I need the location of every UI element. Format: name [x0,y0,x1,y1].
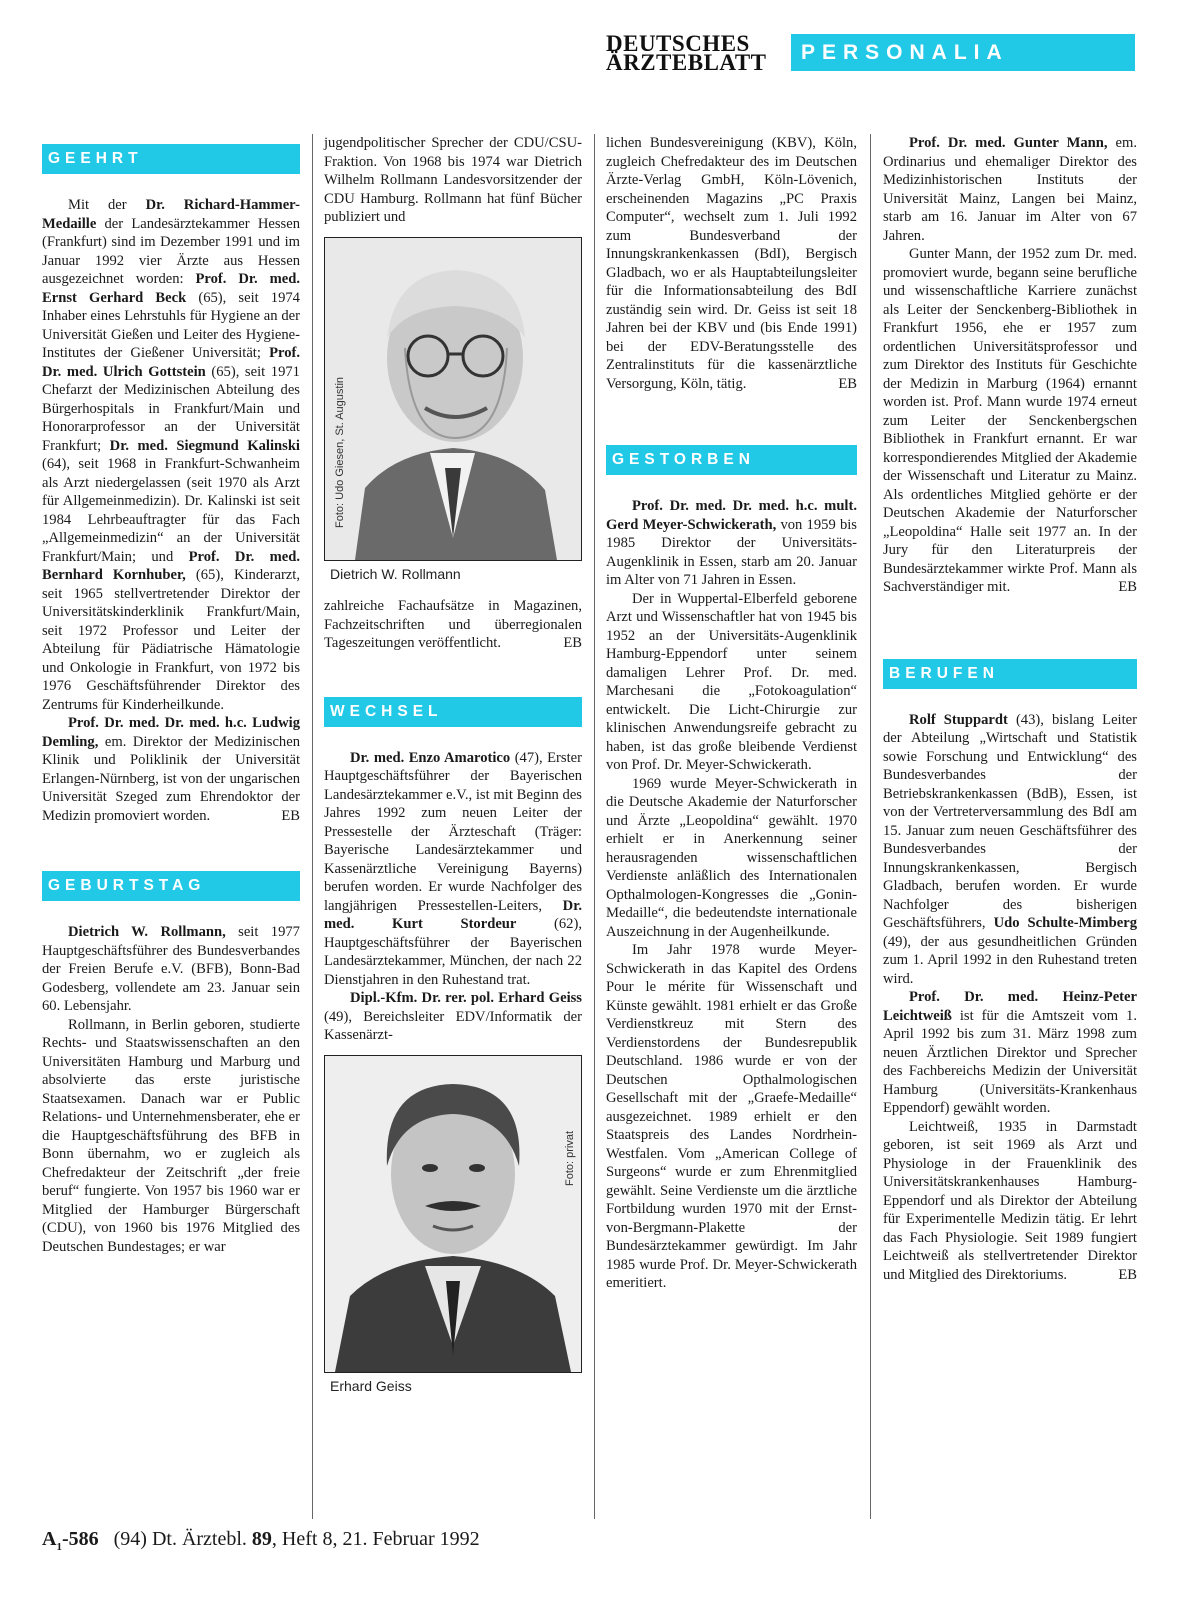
author-mark: EB [563,635,582,651]
heading-geburtstag: GEBURTSTAG [42,871,300,901]
portrait-geiss [325,1056,581,1372]
paragraph: Prof. Dr. med. Dr. med. h.c. mult. Gerd Meyer-Schwickerath, von 1959 bis 1985 Direktor der Universitäts-Augenklinik in Essen, starb am 20. Januar im Alter von 71 Jahren in Essen. [606,498,857,588]
paragraph: lichen Bundesvereinigung (KBV), Köln, zugleich Chefredakteur des im Deutschen Ärzte-Verlag GmbH, Köln-Lövenich, erscheinenden Magazins „PC Praxis Computer“, wechselt zum 1. Juli 1992 zum Bundesverband der Innungskrankenkassen (BdI), Bergisch Gladbach, wo er als Hauptabteilungsleiter für die Informationsabteilung des BdI zuständig sein wird. Dr. Geiss ist seit 18 Jahren bei der KBV und (bis Ende 1991) bei der EDV-Beratungsstelle des Zentralinstituts für die kassenärztliche Versorgung, Köln, tätig. EB [606,135,857,392]
author-mark: EB [281,807,300,824]
paragraph: Gunter Mann, der 1952 zum Dr. med. promoviert wurde, begann seine berufliche und wissenschaftliche Karriere zunächst als Leiter der Senckenberg-Bibliothek in Frankfurt 1956, ehe er 1957 zum ordentlichen Universitätsprofessor und zum Direktor des Instituts für Geschichte der Medizin in Marburg (1964) ernannt worden ist. Prof. Mann wurde 1974 erneut zum Leiter der Senckenbergschen Bibliothek in Frankfurt ernannt. Er war korrespondierendes Mitglied der Akademie der Wissenschaft und Literatur zu Mainz. Als ordentliches Mitglied gehörte er der Deutschen Akademie der Naturforscher „Leopoldina“ Halle seit 1977 an. In der Jury für den Literaturpreis der Bundesärztekammer wirkte Prof. Mann als Sachverständiger mit. EB [883,246,1137,595]
citation-issue: , Heft 8, 21. Februar 1992 [271,1528,480,1550]
citation: (94) Dt. Ärztebl. [113,1528,252,1550]
paragraph: Dietrich W. Rollmann, seit 1977 Hauptgeschäftsführer des Bundesverbandes der Freien Berufe e.V. (BFB), Bonn-Bad Godesberg, vollendete am 23. Januar sein 60. Lebensjahr. [42,924,300,1014]
photo-credit: Foto: Udo Giesen, St. Augustin [334,376,346,528]
paragraph: jugendpolitischer Sprecher der CDU/CSU-Fraktion. Von 1968 bis 1974 war Dietrich Wilhelm Rollmann Landesvorsitzender der CDU Hamburg. Rollmann hat fünf Bücher publiziert und [324,135,582,225]
paragraph: zahlreiche Fachaufsätze in Magazinen, Fachzeitschriften und überregionalen Tageszeitungen veröffentlicht. EB [324,598,582,651]
heading-wechsel: WECHSEL [324,697,582,727]
paragraph: Prof. Dr. med. Heinz-Peter Leichtweiß ist für die Amtszeit vom 1. April 1992 bis zum 31. März 1998 zum neuen Ärztlichen Direktor und Sprecher des Fachbereichs Medizin der Universität Hamburg (Universitäts-Krankenhaus Eppendorf) gewählt worden. [883,989,1137,1116]
column-1 [42,134,300,1256]
masthead-logo [606,31,767,75]
portrait-rollmann [325,238,581,560]
page-number: $A_1-586$ [42,1528,99,1553]
logo-line-2: ÄRZTEBLATT [606,50,767,75]
paragraph: Der in Wuppertal-Elberfeld geborene Arzt und Wissenschaftler hat von 1945 bis 1952 an der Universitäts-Augenklinik Hamburg-Eppendorf unter seinem damaligen Lehrer Prof. Dr. med. Marchesani die „Fotokoagulation“ entwickelt. Die Licht-Chirurgie zur klinischen Anwendungsreife gebracht zu haben, ist das große bleibende Verdienst von Prof. Dr. Meyer-Schwickerath. [606,590,857,773]
photo-credit: Foto: privat [564,1130,576,1186]
heading-geehrt: GEEHRT [42,144,300,174]
paragraph: Rollmann, in Berlin geboren, studierte Rechts- und Staatswissenschaften an den Universitäten Hamburg und Marburg und absolvierte das erste juristische Staatsexamen. Danach war er Public Relations- und Unternehmensberater, ehe er die Hauptgeschäftsführung des BFB in Bonn übernahm, wo er zugleich als Chefredakteur der Zeitschrift „der freie beruf“ fungierte. Von 1957 bis 1960 war er Mitglied der Hamburger Bürgerschaft (CDU), von 1960 bis 1976 Mitglied des Deutschen Bundestages; er war [42,1016,300,1255]
photo-geiss [324,1055,582,1373]
author-mark: EB [838,375,857,392]
volume: 89 [251,1528,272,1550]
column-divider [312,134,313,1519]
column-divider [594,134,595,1519]
photo-rollmann [324,237,582,561]
column-2 [324,134,582,1403]
column-divider [870,134,871,1519]
paragraph: Im Jahr 1978 wurde Meyer-Schwickerath in das Kapitel des Ordens Pour le mérite für Wissenschaft und Künste gewählt. 1981 erhielt er das Große Verdienstkreuz mit Stern des Verdienstordens der Bundesrepublik Deutschland. 1986 wurde er von der Deutschen Opthalmologischen Gesellschaft mit der „Graefe-Medaille“ ausgezeichnet. 1989 erhielt er den Staatspreis des Landes Nordrhein-Westfalen. Vom „American College of Surgeons“ wurde er zum Ehrenmitglied gewählt. Seine Verdienste um die ärztliche Fortbildung wurden 1970 mit der Ernst-von-Bergmann-Plakette der Bundesärztekammer gewürdigt. Im Jahr 1985 wurde Prof. Dr. Meyer-Schwickerath emeritiert. [606,942,857,1291]
author-mark: EB [1118,579,1137,595]
paragraph: Prof. Dr. med. Gunter Mann, em. Ordinarius und ehemaliger Direktor des Medizinhistorischen Instituts der Universität Mainz, Langen bei Mainz, starb am 16. Januar im Alter von 67 Jahren. [883,135,1137,244]
paragraph: Prof. Dr. med. Dr. med. h.c. Ludwig Demling, em. Direktor der Medizinischen Klinik und Poliklinik der Universität Erlangen-Nürnberg, ist von der ungarischen Universität Szeged zum Ehrendoktor der Medizin promoviert worden. EB [42,715,300,824]
paragraph: Dipl.-Kfm. Dr. rer. pol. Erhard Geiss (49), Bereichsleiter EDV/Informatik der Kassenärzt- [324,990,582,1043]
heading-berufen: BERUFEN [883,659,1137,689]
column-4 [883,134,1137,1284]
column-3 [606,134,857,1293]
author-mark: EB [1118,1266,1137,1283]
photo-caption: Dietrich W. Rollmann [330,565,461,582]
page-footer [42,1528,480,1553]
paragraph: Leichtweiß, 1935 in Darmstadt geboren, ist seit 1969 als Arzt und Physiologe in der Frauenklinik des Universitätskrankenhauses Hamburg-Eppendorf und als Direktor der Abteilung für Experimentelle Medizin tätig. Er lehrt das Fach Physiologie. Seit 1989 fungiert Leichtweiß als stellvertretender Direktor und Mitglied des Direktoriums. EB [883,1118,1137,1283]
photo-caption: Erhard Geiss [330,1377,412,1394]
paragraph: Rolf Stuppardt (43), bislang Leiter der Abteilung „Wirtschaft und Statistik sowie Forschung und Entwicklung“ des Bundesverbandes der Betriebskrankenkassen (BdB), Essen, ist von der Vertreterversammlung des BdI am 15. Januar zum neuen Geschäftsführer des Bundesverbandes der Innungskrankenkassen, Bergisch Gladbach, berufen worden. Er wurde Nachfolger des bisherigen Geschäftsführers, Udo Schulte-Mimberg (49), der aus gesundheitlichen Gründen zum 1. April 1992 in den Ruhestand treten wird. [883,711,1137,987]
section-banner: PERSONALIA [791,34,1135,71]
paragraph: 1969 wurde Meyer-Schwickerath in die Deutsche Akademie der Naturforscher und Ärzte „Leopoldina“ gewählt. 1970 erhielt er in Anerkennung seiner herausragenden wissenschaftlichen Verdienste anläßlich des Internationalen Opthalmologen-Kongresses die „Gonin-Medaille“, die bedeutendste internationale Auszeichnung in der Augenheilkunde. [606,775,857,940]
heading-gestorben: GESTORBEN [606,445,857,475]
logo-line-1: DEUTSCHES [606,31,750,56]
paragraph: Mit der Dr. Richard-Hammer-Medaille der Landesärztekammer Hessen (Frankfurt) sind im Dezember 1991 und im Januar 1992 vier Ärzte aus Hessen ausgezeichnet worden: Prof. Dr. med. Ernst Gerhard Beck (65), seit 1974 Inhaber eines Lehrstuhls für Hygiene an der Universität Gießen und Leiter des Hygiene-Institutes der Gießener Universität; Prof. Dr. med. Ulrich Gottstein (65), seit 1971 Chefarzt der Medizinischen Abteilung des Bürgerhospitals in Frankfurt/Main und Honorarprofessor an der Universität Frankfurt; Dr. med. Siegmund Kalinski (64), seit 1968 in Frankfurt-Schwanheim als Arzt niedergelassen (seit 1970 als Arzt für Allgemeinmedizin). Dr. Kalinski ist seit 1984 Lehrbeauftragter für das Fach „Allgemeinmedizin“ an der Universität Frankfurt/Main; und Prof. Dr. med. Bernhard Kornhuber, (65), Kinderarzt, seit 1965 stellvertretender Direktor der Universitätskinderklinik Frankfurt/Main, seit 1972 Professor und Leiter der Abteilung für Pädiatrische Hämatologie und Onkologie in Frankfurt, von 1972 bis 1976 Geschäftsführender Direktor des Zentrums für Kinderheilkunde. [42,197,300,713]
paragraph: Dr. med. Enzo Amarotico (47), Erster Hauptgeschäftsführer der Bayerischen Landesärztekammer e.V., ist mit Beginn des Jahres 1992 zum neuen Leiter der Pressestelle der Ärzteschaft (Träger: Bayerische Landesärztekammer und Kassenärztliche Vereinigung Bayerns) berufen worden. Er wurde Nachfolger des langjährigen Pressestellen-Leiters, Dr. med. Kurt Stordeur (62), Hauptgeschäftsführer der Bayerischen Landesärztekammer, München, der nach 22 Dienstjahren in den Ruhestand trat. [324,749,582,988]
